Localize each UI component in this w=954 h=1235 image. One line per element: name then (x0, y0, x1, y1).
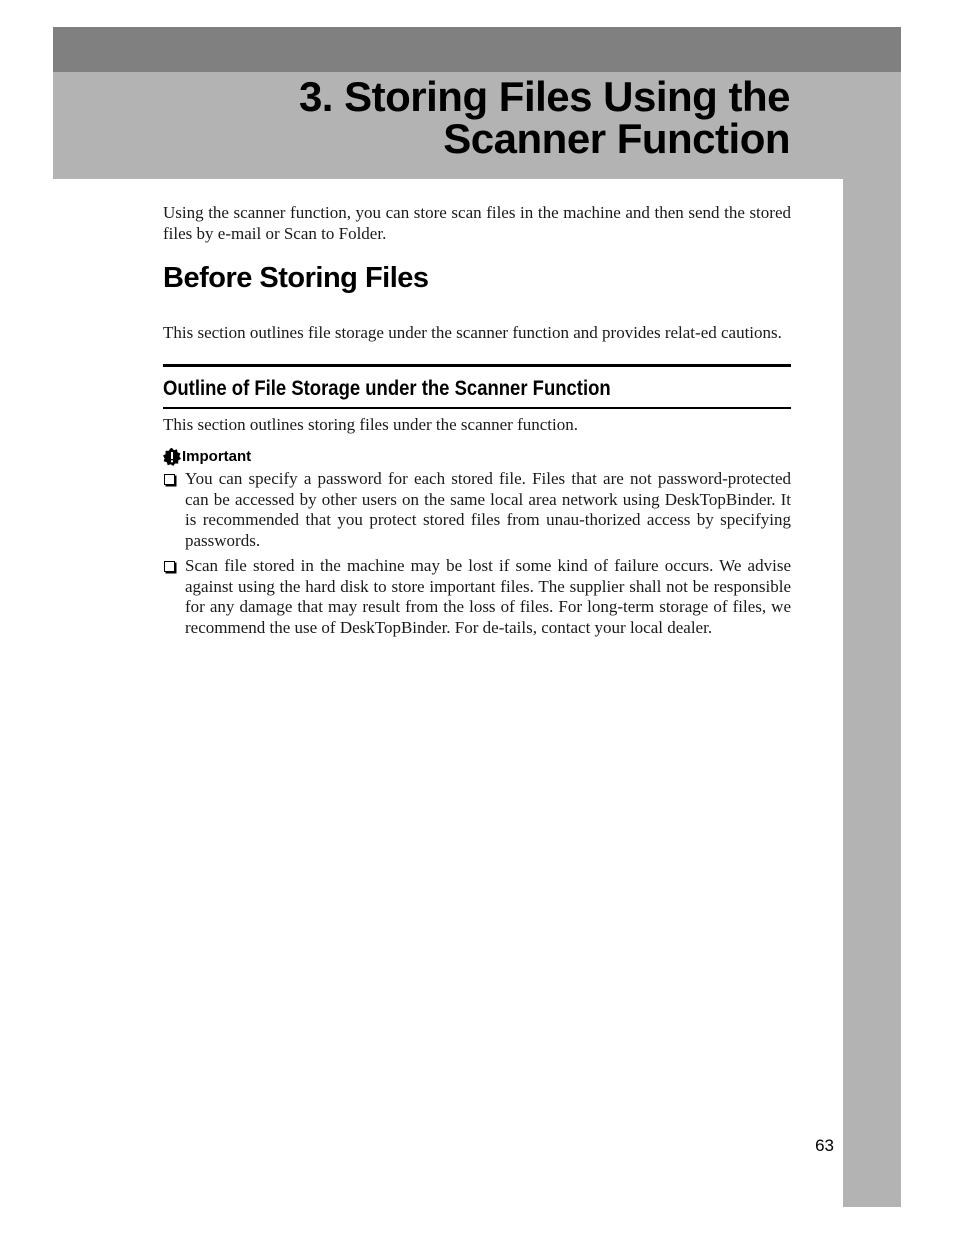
list-item-text: Scan file stored in the machine may be lost if some kind of failure occurs. We advise against using the hard disk to store important files. The supplier shall not be responsible for any damage that may result from the loss of files. For long-term storage of files, we recommend the use of DeskTopBinder. For de-tails, contact your local dealer. (185, 556, 791, 637)
checkbox-bullet-icon (164, 474, 175, 485)
side-thumb-tab (843, 179, 901, 1207)
section-paragraph: This section outlines file storage under the scanner function and provides relat-ed cautions. (163, 323, 782, 342)
chapter-header-band-dark (53, 27, 901, 72)
subsection-paragraph: This section outlines storing files under the scanner function. (163, 414, 578, 434)
intro-paragraph: Using the scanner function, you can store scan files in the machine and then send the stored files by e-mail or Scan to Folder. (163, 203, 791, 243)
important-icon (163, 448, 181, 466)
page-number: 63 (815, 1136, 834, 1155)
important-list (163, 469, 791, 638)
list-item-text: You can specify a password for each stored file. Files that are not password-protected can be accessed by other users on the same local area network using DeskTopBinder. It is recommended that you protect stored files from unau-thorized access by specifying passwords. (185, 469, 791, 550)
list-item (163, 469, 791, 551)
section-heading: Before Storing Files (163, 262, 429, 294)
list-item (163, 556, 791, 638)
checkbox-bullet-icon (164, 561, 175, 572)
subsection-heading: Outline of File Storage under the Scanner Function (163, 376, 611, 400)
chapter-title-line-1: 3. Storing Files Using the (298, 73, 790, 120)
important-header (163, 448, 791, 466)
subsection-heading-box (163, 364, 791, 409)
page-content (163, 203, 791, 643)
chapter-title-line-2: Scanner Function (443, 115, 790, 162)
important-label: Important (182, 448, 252, 465)
chapter-title (180, 73, 790, 162)
